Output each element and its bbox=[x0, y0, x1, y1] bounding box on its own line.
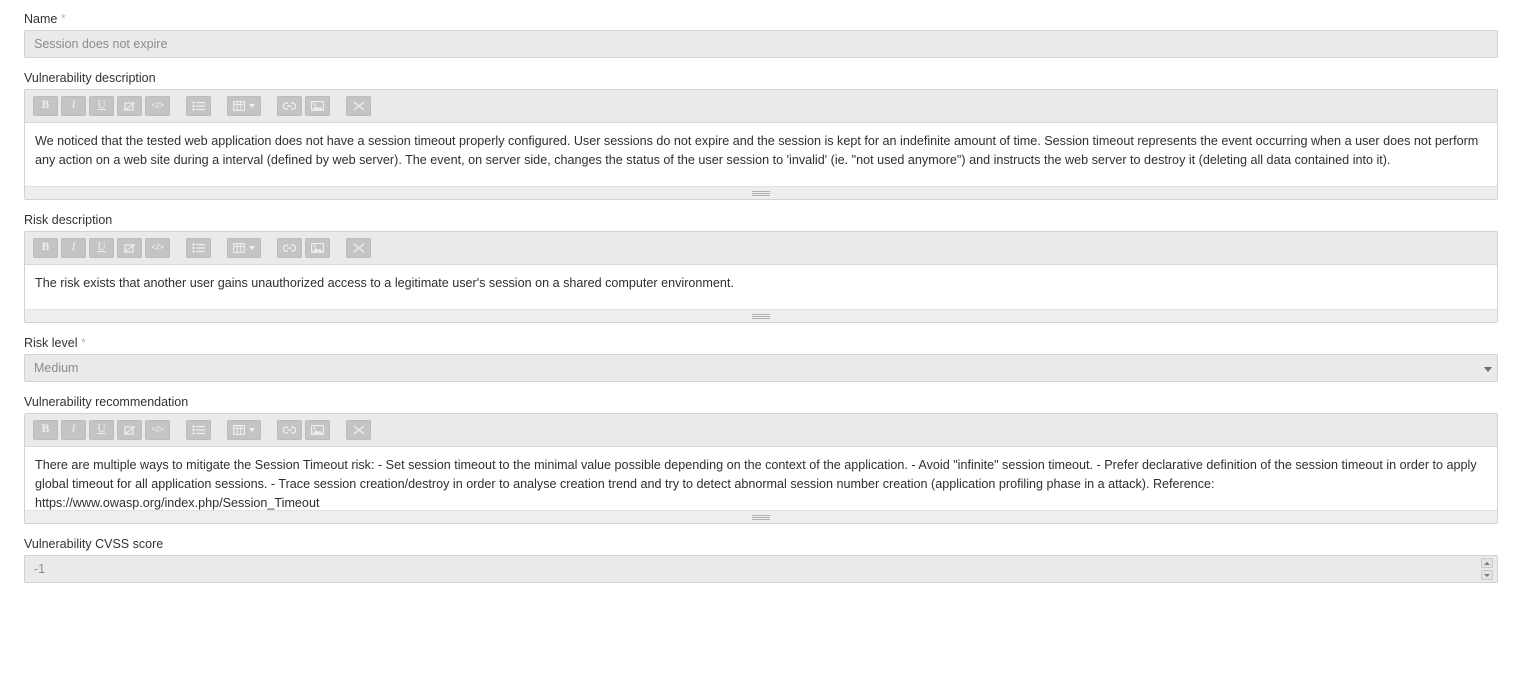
toolbar-group-text bbox=[33, 420, 173, 440]
cvss-score-wrap[interactable] bbox=[24, 555, 1498, 583]
table-icon[interactable] bbox=[227, 238, 261, 258]
italic-icon[interactable] bbox=[61, 96, 86, 116]
vulnerability-recommendation-text: There are multiple ways to mitigate the Session Timeout risk: - Set session timeout to the minimal value possible depending on the context of the application. - Avoid "infinite" session timeout. - Prefer declarative definition of the session timeout in order to apply global timeout for all application sessions. - Trace session creation/destroy in order to analyse creation trend and try to detect abnormal session number creation (application profiling phase in a attack). Reference: https://www.owasp.org/index.php/Session_Timeout bbox=[35, 458, 1477, 510]
name-label-text: Name bbox=[24, 12, 58, 26]
table-icon[interactable] bbox=[227, 96, 261, 116]
name-input[interactable] bbox=[24, 30, 1498, 58]
vulnerability-recommendation-label: Vulnerability recommendation bbox=[24, 395, 189, 409]
vulnerability-recommendation-body[interactable] bbox=[25, 447, 1497, 510]
toolbar-group-list bbox=[186, 96, 214, 116]
editor-toolbar[interactable] bbox=[25, 414, 1497, 447]
risk-description-label: Risk description bbox=[24, 213, 113, 227]
name-label bbox=[24, 12, 1512, 26]
toolbar-group-insert bbox=[277, 238, 333, 258]
bold-icon[interactable] bbox=[33, 96, 58, 116]
risk-level-label-text: Risk level bbox=[24, 336, 78, 350]
risk-level-select[interactable] bbox=[24, 354, 1498, 382]
resize-grip-icon bbox=[752, 314, 770, 319]
field-risk-level bbox=[24, 336, 1512, 382]
toolbar-group-text bbox=[33, 238, 173, 258]
risk-level-select-wrap[interactable] bbox=[24, 354, 1498, 382]
italic-icon[interactable] bbox=[61, 420, 86, 440]
underline-label: U bbox=[97, 241, 106, 254]
risk-description-editor[interactable] bbox=[24, 231, 1498, 323]
field-vulnerability-recommendation bbox=[24, 395, 1512, 524]
field-cvss-score bbox=[24, 537, 1512, 583]
field-vulnerability-description bbox=[24, 71, 1512, 200]
vulnerability-description-label: Vulnerability description bbox=[24, 71, 156, 85]
field-risk-description bbox=[24, 213, 1512, 323]
underline-icon[interactable] bbox=[89, 420, 114, 440]
strikethrough-icon[interactable] bbox=[117, 238, 142, 258]
stepper-up-icon[interactable] bbox=[1481, 558, 1493, 568]
field-name bbox=[24, 12, 1512, 58]
toolbar-group-insert bbox=[277, 96, 333, 116]
bullet-list-icon[interactable] bbox=[186, 420, 211, 440]
toolbar-group-table bbox=[227, 96, 264, 116]
link-icon[interactable] bbox=[277, 420, 302, 440]
vulnerability-description-body[interactable] bbox=[25, 123, 1497, 186]
editor-resize-handle[interactable] bbox=[25, 186, 1497, 199]
image-icon[interactable] bbox=[305, 96, 330, 116]
link-icon[interactable] bbox=[277, 238, 302, 258]
italic-label: I bbox=[71, 423, 76, 436]
resize-grip-icon bbox=[752, 515, 770, 520]
underline-icon[interactable] bbox=[89, 96, 114, 116]
underline-label: U bbox=[97, 99, 106, 112]
italic-label: I bbox=[71, 99, 76, 112]
clear-formatting-icon[interactable] bbox=[346, 238, 371, 258]
stepper-down-icon[interactable] bbox=[1481, 570, 1493, 580]
code-label: </> bbox=[151, 242, 164, 254]
clear-formatting-icon[interactable] bbox=[346, 420, 371, 440]
code-label: </> bbox=[151, 100, 164, 112]
strikethrough-icon[interactable] bbox=[117, 96, 142, 116]
toolbar-group-table bbox=[227, 420, 264, 440]
vulnerability-description-text: We noticed that the tested web application does not have a session timeout properly configured. User sessions do not expire and the session is kept for an indefinite amount of time. Session timeout represents the event occurring when a user does not perform any action on a web site during a interval (defined by web server). The event, on server side, changes the status of the user session to 'invalid' (ie. "not used anymore") and instructs the web server to destroy it (deleting all data contained into it). bbox=[35, 134, 1479, 167]
link-icon[interactable] bbox=[277, 96, 302, 116]
toolbar-group-clear bbox=[346, 96, 374, 116]
clear-formatting-icon[interactable] bbox=[346, 96, 371, 116]
underline-label: U bbox=[97, 423, 106, 436]
table-icon[interactable] bbox=[227, 420, 261, 440]
risk-description-text: The risk exists that another user gains unauthorized access to a legitimate user's session on a shared computer environment. bbox=[35, 276, 734, 290]
toolbar-group-text bbox=[33, 96, 173, 116]
toolbar-group-list bbox=[186, 420, 214, 440]
toolbar-group-table bbox=[227, 238, 264, 258]
toolbar-group-insert bbox=[277, 420, 333, 440]
cvss-score-input[interactable] bbox=[24, 555, 1498, 583]
strikethrough-icon[interactable] bbox=[117, 420, 142, 440]
underline-icon[interactable] bbox=[89, 238, 114, 258]
bold-icon[interactable] bbox=[33, 238, 58, 258]
editor-resize-handle[interactable] bbox=[25, 309, 1497, 322]
risk-level-required-marker: * bbox=[80, 336, 86, 350]
italic-label: I bbox=[71, 241, 76, 254]
name-required-marker: * bbox=[60, 12, 66, 26]
risk-level-label bbox=[24, 336, 1512, 350]
toolbar-group-clear bbox=[346, 420, 374, 440]
image-icon[interactable] bbox=[305, 420, 330, 440]
vulnerability-recommendation-editor[interactable] bbox=[24, 413, 1498, 524]
cvss-score-label: Vulnerability CVSS score bbox=[24, 537, 164, 551]
bold-label: B bbox=[41, 241, 50, 254]
code-icon[interactable] bbox=[145, 238, 170, 258]
chevron-down-icon[interactable] bbox=[249, 104, 255, 108]
editor-toolbar[interactable] bbox=[25, 232, 1497, 265]
bullet-list-icon[interactable] bbox=[186, 96, 211, 116]
resize-grip-icon bbox=[752, 191, 770, 196]
bold-icon[interactable] bbox=[33, 420, 58, 440]
chevron-down-icon[interactable] bbox=[249, 428, 255, 432]
chevron-down-icon[interactable] bbox=[249, 246, 255, 250]
bullet-list-icon[interactable] bbox=[186, 238, 211, 258]
toolbar-group-list bbox=[186, 238, 214, 258]
italic-icon[interactable] bbox=[61, 238, 86, 258]
risk-description-body[interactable] bbox=[25, 265, 1497, 309]
code-label: </> bbox=[151, 424, 164, 436]
cvss-score-stepper[interactable] bbox=[1481, 558, 1493, 580]
bold-label: B bbox=[41, 99, 50, 112]
vulnerability-description-editor[interactable] bbox=[24, 89, 1498, 200]
toolbar-group-clear bbox=[346, 238, 374, 258]
editor-toolbar[interactable] bbox=[25, 90, 1497, 123]
image-icon[interactable] bbox=[305, 238, 330, 258]
bold-label: B bbox=[41, 423, 50, 436]
code-icon[interactable] bbox=[145, 420, 170, 440]
code-icon[interactable] bbox=[145, 96, 170, 116]
